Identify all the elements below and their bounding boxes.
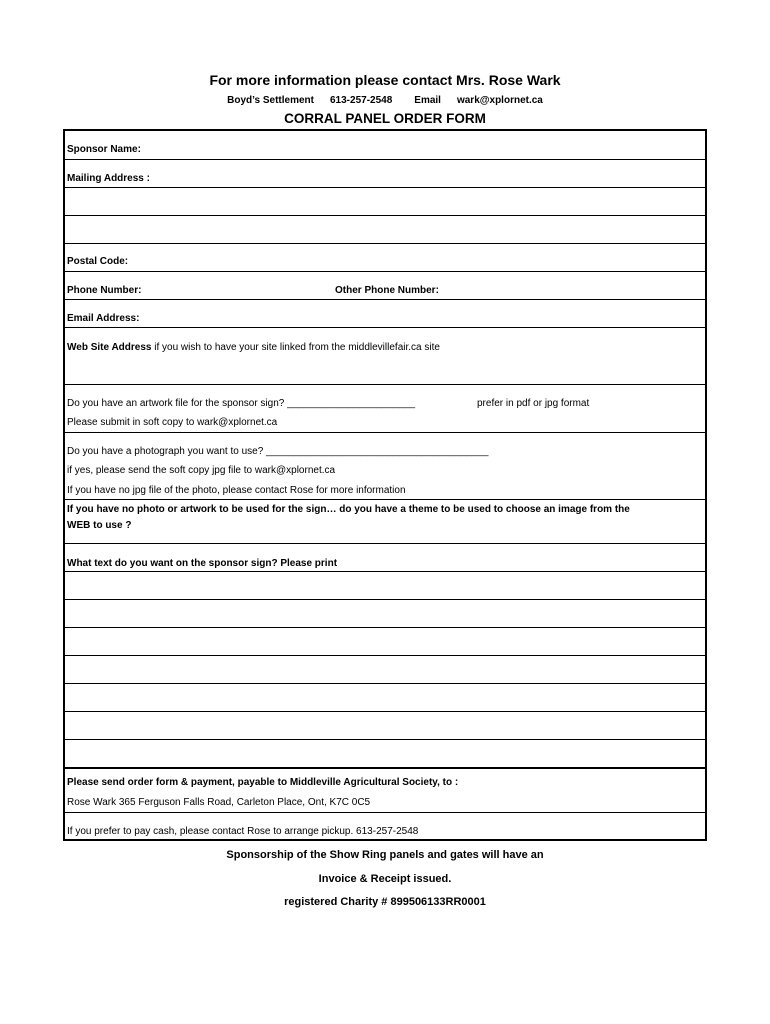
payment-label: Please send order form & payment, payable to Middleville Agricultural Society, to : [67,777,459,788]
cash-note: If you prefer to pay cash, please contact Rose to arrange pickup. 613-257-2548 [67,826,419,837]
artwork-submit: Please submit in soft copy to wark@xplornet.ca [67,417,278,428]
divider [65,187,705,188]
email-address-label: Email Address: [67,313,140,324]
website-label: Web Site Address [67,342,152,353]
divider [65,271,705,272]
divider [65,499,705,500]
payment-address: Rose Wark 365 Ferguson Falls Road, Carleton Place, Ont, K7C 0C5 [67,797,371,808]
postal-code-label: Postal Code: [67,256,129,267]
divider [65,711,705,712]
other-phone-label: Other Phone Number: [335,285,439,296]
divider [65,767,705,769]
mailing-address-label: Mailing Address : [67,173,150,184]
theme-question-line1: If you have no photo or artwork to be used for the sign… do you have a theme to be used to choose an image from the [67,504,630,515]
contact-details [0,95,770,106]
divider [65,571,705,572]
location-text: Boyd’s Settlement [227,95,314,106]
email-text: wark@xplornet.ca [456,95,543,106]
sign-text-label: What text do you want on the sponsor sign? Please print [67,558,338,569]
theme-question-line2: WEB to use ? [67,520,132,531]
email-label: Email [414,95,441,106]
phone-number-label: Phone Number: [67,285,142,296]
order-form [63,129,707,841]
website-text: if you wish to have your site linked from the middlevillefair.ca site [151,342,440,353]
divider [65,739,705,740]
divider [65,543,705,544]
divider [65,159,705,160]
photo-send: if yes, please send the soft copy jpg file to wark@xplornet.ca [67,465,336,476]
contact-heading: For more information please contact Mrs. Rose Wark [209,72,561,88]
divider [65,327,705,328]
divider [65,243,705,244]
artwork-format: prefer in pdf or jpg format [477,398,590,409]
divider [65,384,705,385]
phone-text: 613-257-2548 [330,95,393,106]
website-row [67,342,440,353]
divider [65,812,705,813]
photo-question: Do you have a photograph you want to use? ________________________________________ [67,446,489,457]
divider [65,683,705,684]
photo-contact: If you have no jpg file of the photo, please contact Rose for more information [67,485,406,496]
divider [65,432,705,433]
divider [65,599,705,600]
divider [65,627,705,628]
form-title: CORRAL PANEL ORDER FORM [284,111,486,126]
footer-line2: Invoice & Receipt issued. [318,873,452,885]
footer-line1: Sponsorship of the Show Ring panels and gates will have an [226,849,544,861]
divider [65,655,705,656]
divider [65,215,705,216]
artwork-question: Do you have an artwork file for the sponsor sign? _______________________ [67,398,416,409]
sponsor-name-label: Sponsor Name: [67,144,141,155]
divider [65,299,705,300]
footer-line3: registered Charity # 899506133RR0001 [284,896,486,908]
